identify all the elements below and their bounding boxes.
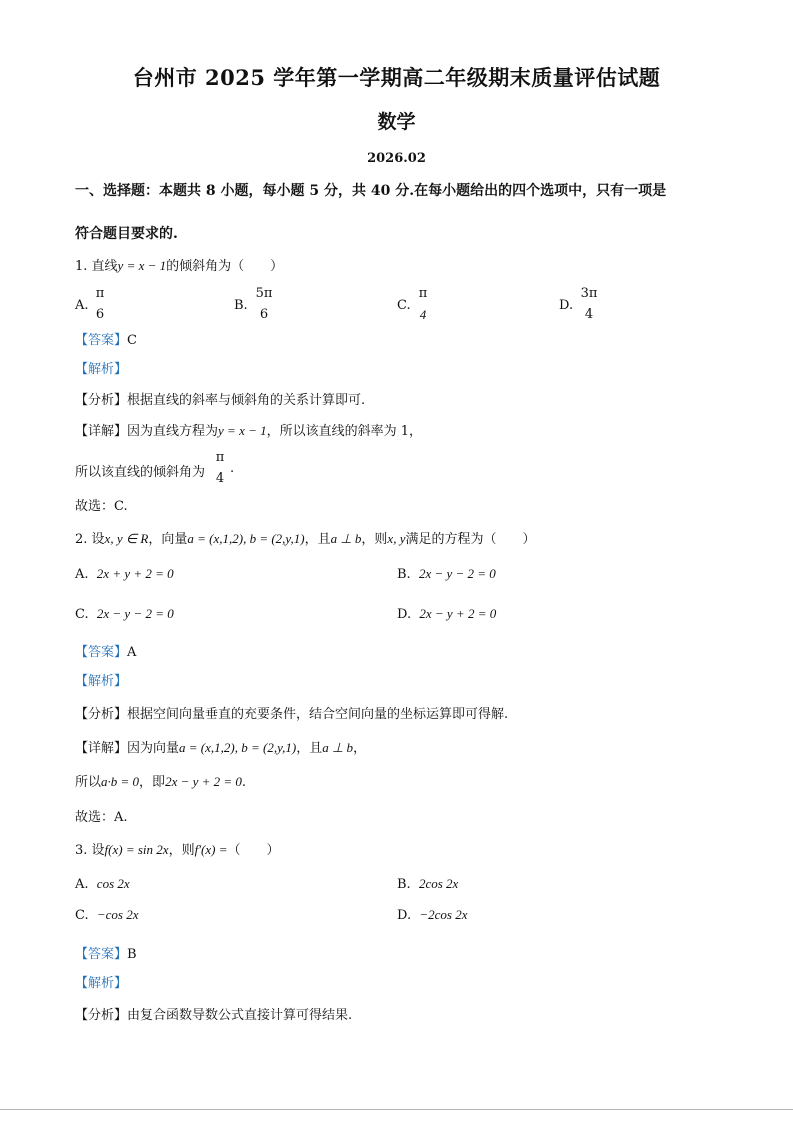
q2-fenxi: 【分析】根据空间向量垂直的充要条件，结合空间向量的坐标运算即可得解.	[75, 707, 509, 722]
q1-option-b-label: B.	[234, 298, 248, 313]
q3-option-b: B. 2cos 2x	[397, 876, 459, 892]
q2-stem: 2. 设x, y ∈ R，向量a = (x,1,2), b = (2,y,1)，且a ⊥ b，则x, y满足的方程为（ ）	[75, 531, 536, 547]
subject-title: 数学	[377, 111, 416, 133]
q1-option-a-label: A.	[75, 298, 89, 313]
q3-option-c: C. −cos 2x	[75, 907, 139, 923]
q2-answer: 【答案】A	[75, 645, 137, 660]
q3-option-d: D. −2cos 2x	[397, 907, 468, 923]
q1-detail: 【详解】因为直线方程为y = x − 1，所以该直线的斜率为 1，	[75, 423, 423, 439]
page-bottom-divider	[0, 1109, 793, 1110]
q1-option-d: 3π 4	[580, 286, 598, 322]
q1-option-c: π 4	[418, 286, 428, 322]
q3-fenxi: 【分析】由复合函数导数公式直接计算可得结果.	[75, 1008, 353, 1023]
q1-answer: 【答案】C	[75, 333, 137, 348]
q3-option-a: A. cos 2x	[75, 876, 130, 892]
q1-detail-2-end: .	[230, 461, 235, 476]
q1-option-a: π 6	[95, 286, 105, 322]
q1-analysis-tag: 【解析】	[75, 362, 128, 377]
q1-detail-2: 所以该直线的倾斜角为	[75, 465, 206, 480]
q1-option-c-label: C.	[397, 298, 411, 313]
q2-choice: 故选：A.	[75, 810, 128, 825]
q3-analysis-tag: 【解析】	[75, 976, 128, 991]
q2-detail-2: 所以a·b = 0，即2x − y + 2 = 0.	[75, 774, 247, 790]
q3-stem: 3. 设f(x) = sin 2x，则f′(x) =（ ）	[75, 842, 280, 858]
exam-title: 台州市 2025 学年第一学期高二年级期末质量评估试题	[132, 65, 661, 90]
q3-answer: 【答案】B	[75, 947, 137, 962]
q1-fenxi: 【分析】根据直线的斜率与倾斜角的关系计算即可.	[75, 393, 366, 408]
q2-option-c: C. 2x − y − 2 = 0	[75, 606, 174, 622]
q2-option-a: A. 2x + y + 2 = 0	[75, 566, 174, 582]
q1-option-d-label: D.	[559, 298, 574, 313]
q2-detail: 【详解】因为向量a = (x,1,2), b = (2,y,1)，且a ⊥ b，	[75, 740, 367, 756]
q1-option-b: 5π 6	[255, 286, 273, 322]
exam-date: 2026.02	[367, 151, 426, 166]
section-heading-cont: 符合题目要求的.	[75, 226, 178, 242]
q2-option-b: B. 2x − y − 2 = 0	[397, 566, 496, 582]
q1-stem: 1. 直线y = x − 1的倾斜角为（ ）	[75, 258, 284, 274]
q1-choice: 故选：C.	[75, 499, 128, 514]
q2-option-d: D. 2x − y + 2 = 0	[397, 606, 497, 622]
section-heading: 一、选择题：本题共 8 小题，每小题 5 分，共 40 分.在每小题给出的四个选项中，只有一项是	[75, 183, 667, 199]
q2-analysis-tag: 【解析】	[75, 674, 128, 689]
q1-detail-2-fraction: π 4	[215, 450, 225, 486]
